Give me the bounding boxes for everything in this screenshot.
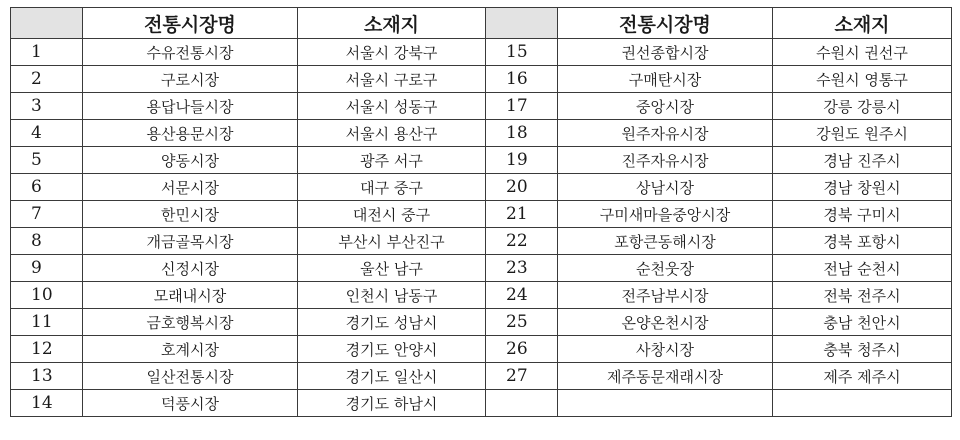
- table-row: [11, 66, 952, 93]
- market-name-left: 용산용문시장: [83, 120, 298, 147]
- market-name-right: 중앙시장: [558, 93, 773, 120]
- market-location-right: 경북 구미시: [773, 201, 952, 228]
- row-number-left: 7: [11, 201, 83, 228]
- market-name-left: 수유전통시장: [83, 39, 298, 66]
- market-name-right: 상남시장: [558, 174, 773, 201]
- market-name-right: 진주자유시장: [558, 147, 773, 174]
- table-row: [11, 147, 952, 174]
- market-location-right: 제주 제주시: [773, 363, 952, 390]
- market-location-left: 대전시 중구: [298, 201, 486, 228]
- market-name-left: 개금골목시장: [83, 228, 298, 255]
- market-location-left: 인천시 남동구: [298, 282, 486, 309]
- market-name-right: 전주남부시장: [558, 282, 773, 309]
- header-no-left: [11, 8, 83, 39]
- market-location-right: 충남 천안시: [773, 309, 952, 336]
- row-number-left: 14: [11, 390, 83, 417]
- row-number-right: [486, 390, 558, 417]
- row-number-right: 27: [486, 363, 558, 390]
- row-number-right: 24: [486, 282, 558, 309]
- market-name-left: 호계시장: [83, 336, 298, 363]
- market-name-right: 구매탄시장: [558, 66, 773, 93]
- market-location-right: 경남 진주시: [773, 147, 952, 174]
- market-name-right: 원주자유시장: [558, 120, 773, 147]
- table-row: [11, 363, 952, 390]
- market-location-right: 충북 청주시: [773, 336, 952, 363]
- market-name-left: 일산전통시장: [83, 363, 298, 390]
- market-name-left: 양동시장: [83, 147, 298, 174]
- row-number-left: 6: [11, 174, 83, 201]
- header-market-name-right: 전통시장명: [558, 8, 773, 39]
- market-location-right: 전북 전주시: [773, 282, 952, 309]
- row-number-right: 15: [486, 39, 558, 66]
- row-number-right: 18: [486, 120, 558, 147]
- market-name-right: 순천웃장: [558, 255, 773, 282]
- market-name-left: 서문시장: [83, 174, 298, 201]
- market-name-left: 신정시장: [83, 255, 298, 282]
- market-table: [10, 7, 952, 417]
- header-location-left: 소재지: [298, 8, 486, 39]
- table-row: [11, 390, 952, 417]
- row-number-right: 26: [486, 336, 558, 363]
- market-location-right: 수원시 영통구: [773, 66, 952, 93]
- market-location-left: 서울시 용산구: [298, 120, 486, 147]
- market-location-left: 부산시 부산진구: [298, 228, 486, 255]
- market-name-left: 덕풍시장: [83, 390, 298, 417]
- market-location-left: 서울시 강북구: [298, 39, 486, 66]
- market-location-right: 경북 포항시: [773, 228, 952, 255]
- table-row: [11, 174, 952, 201]
- table-row: [11, 336, 952, 363]
- row-number-left: 10: [11, 282, 83, 309]
- table-row: [11, 282, 952, 309]
- market-location-left: 대구 중구: [298, 174, 486, 201]
- market-name-left: 용답나들시장: [83, 93, 298, 120]
- row-number-right: 23: [486, 255, 558, 282]
- header-row: [11, 8, 952, 39]
- market-location-right: 수원시 권선구: [773, 39, 952, 66]
- row-number-left: 9: [11, 255, 83, 282]
- market-name-right: 제주동문재래시장: [558, 363, 773, 390]
- market-location-left: 경기도 하남시: [298, 390, 486, 417]
- market-name-left: 모래내시장: [83, 282, 298, 309]
- market-name-right: 사창시장: [558, 336, 773, 363]
- market-location-right: 강원도 원주시: [773, 120, 952, 147]
- market-name-right: 포항큰동해시장: [558, 228, 773, 255]
- row-number-right: 16: [486, 66, 558, 93]
- market-name-right: 권선종합시장: [558, 39, 773, 66]
- market-name-left: 금호행복시장: [83, 309, 298, 336]
- row-number-right: 19: [486, 147, 558, 174]
- market-location-left: 경기도 일산시: [298, 363, 486, 390]
- table-row: [11, 201, 952, 228]
- row-number-left: 8: [11, 228, 83, 255]
- header-location-right: 소재지: [773, 8, 952, 39]
- market-name-right: [558, 390, 773, 417]
- market-location-right: 경남 창원시: [773, 174, 952, 201]
- row-number-right: 20: [486, 174, 558, 201]
- market-location-right: 강릉 강릉시: [773, 93, 952, 120]
- market-location-right: [773, 390, 952, 417]
- row-number-left: 11: [11, 309, 83, 336]
- row-number-left: 2: [11, 66, 83, 93]
- table-row: [11, 309, 952, 336]
- row-number-right: 17: [486, 93, 558, 120]
- market-name-right: 온양온천시장: [558, 309, 773, 336]
- market-location-left: 경기도 안양시: [298, 336, 486, 363]
- table-row: [11, 93, 952, 120]
- row-number-left: 12: [11, 336, 83, 363]
- row-number-right: 22: [486, 228, 558, 255]
- market-location-left: 경기도 성남시: [298, 309, 486, 336]
- table-row: [11, 255, 952, 282]
- table-row: [11, 228, 952, 255]
- market-location-left: 서울시 성동구: [298, 93, 486, 120]
- row-number-left: 13: [11, 363, 83, 390]
- market-location-left: 울산 남구: [298, 255, 486, 282]
- row-number-left: 5: [11, 147, 83, 174]
- market-location-left: 광주 서구: [298, 147, 486, 174]
- table-row: [11, 39, 952, 66]
- row-number-left: 3: [11, 93, 83, 120]
- header-no-right: [486, 8, 558, 39]
- row-number-right: 21: [486, 201, 558, 228]
- market-location-left: 서울시 구로구: [298, 66, 486, 93]
- table-body: [11, 39, 952, 417]
- header-market-name-left: 전통시장명: [83, 8, 298, 39]
- market-name-left: 구로시장: [83, 66, 298, 93]
- row-number-right: 25: [486, 309, 558, 336]
- market-name-left: 한민시장: [83, 201, 298, 228]
- row-number-left: 1: [11, 39, 83, 66]
- table-row: [11, 120, 952, 147]
- row-number-left: 4: [11, 120, 83, 147]
- market-location-right: 전남 순천시: [773, 255, 952, 282]
- market-name-right: 구미새마을중앙시장: [558, 201, 773, 228]
